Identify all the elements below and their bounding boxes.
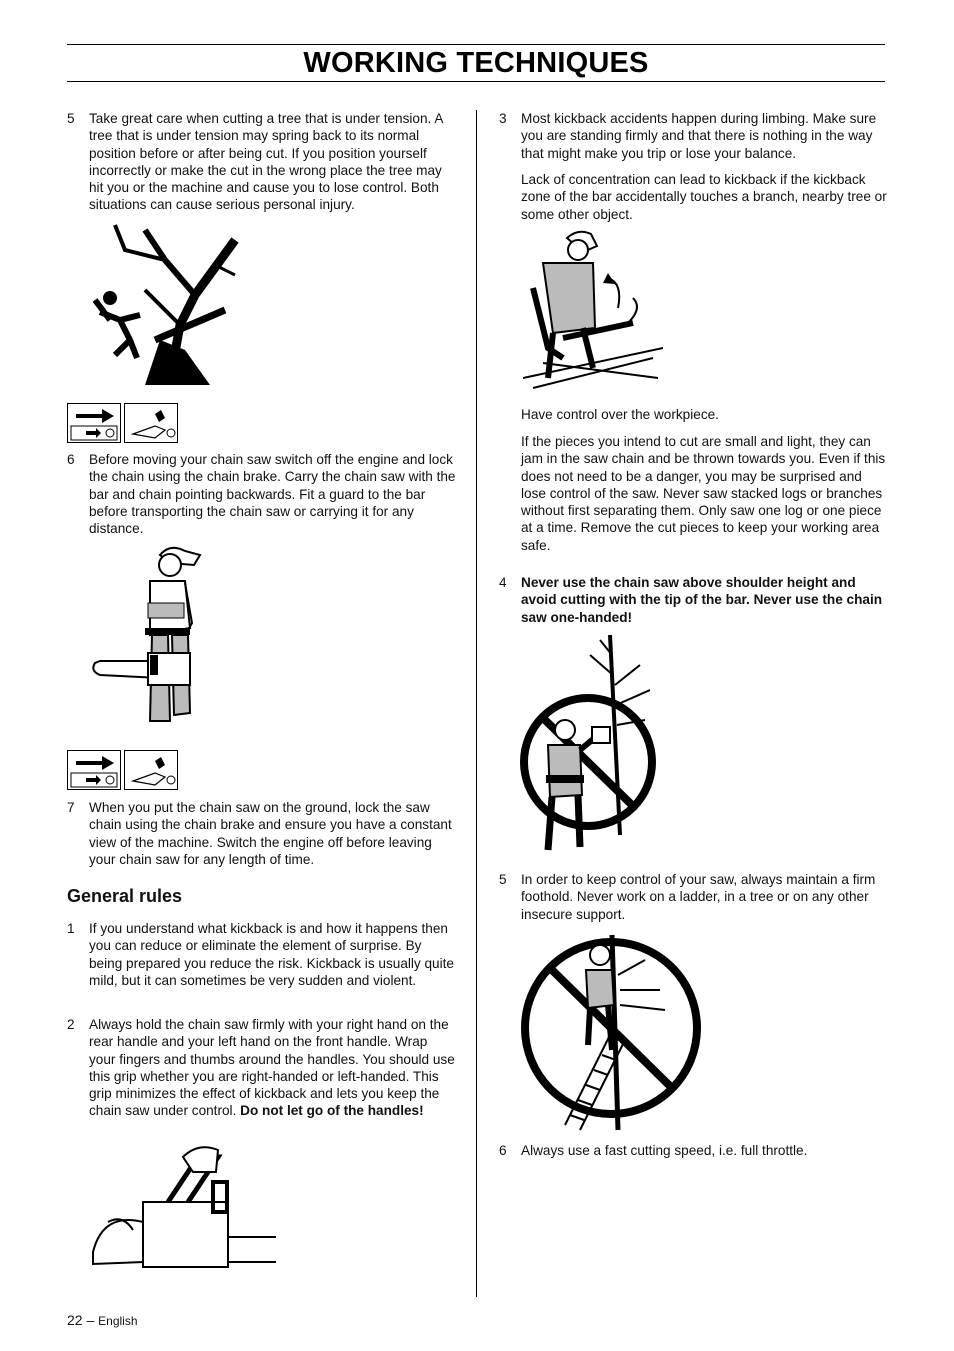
page-header (67, 44, 885, 82)
ladder-prohibited-illustration (520, 930, 705, 1135)
section-heading: General rules (67, 886, 183, 906)
instruction-item-5 (67, 110, 457, 214)
item-number: 4 (499, 575, 507, 590)
page-number: 22 (67, 1312, 83, 1328)
item-text: If you understand what kickback is and how it happens then you can reduce or eliminate the element of surprise. By being prepared you reduce the risk. Kickback is usually quite mild, but it can sometimes be very sudden and violent. (89, 921, 454, 988)
transport-arrow-icon (67, 403, 121, 443)
page-footer (67, 1312, 138, 1328)
general-rule-item-2 (67, 1016, 457, 1120)
instruction-item-7 (67, 799, 457, 868)
item-number: 7 (67, 800, 75, 815)
item-text: Most kickback accidents happen during limbing. Make sure you are standing firmly and that there is nothing in the way that might make you trip or lose your balance. (521, 111, 877, 161)
item-text (521, 574, 889, 626)
item-number: 6 (499, 1143, 507, 1158)
carrying-chainsaw-illustration (90, 543, 210, 733)
item-text-bold: Never use the chain saw above shoulder height and avoid cutting with the tip of the bar. Never use the chain saw one-handed! (521, 575, 883, 625)
item-text-bold: Do not let go of the handles! (240, 1103, 424, 1119)
instruction-item-6 (499, 1142, 889, 1159)
footer-language: English (98, 1314, 138, 1328)
item-text: Take great care when cutting a tree that is under tension. A tree that is under tension may spring back to its normal position before or after being cut. If you position yourself incorrectly or make the cut in the wrong place the tree may hit you or the machine and cause you to lose control. Both situations can cause serious personal injury. (89, 111, 443, 213)
general-rule-item-1 (67, 920, 457, 989)
chain-brake-icon (124, 403, 178, 443)
item-number: 2 (67, 1017, 75, 1032)
item-text: When you put the chain saw on the ground, lock the saw chain using the chain brake and ensure you have a constant view of the machine. Switch the engine off before leaving your chain saw for any length of time. (89, 800, 452, 867)
instruction-item-6 (67, 451, 457, 537)
item-text: Before moving your chain saw switch off the engine and lock the chain using the chain brake. Carry the chain saw with the bar and chain pointing backwards. Fit a guard to the bar before transporting the chain saw or carrying it for any distance. (89, 452, 456, 537)
instruction-item-5 (499, 871, 889, 923)
tree-tension-illustration (85, 220, 245, 385)
item-number: 5 (499, 872, 507, 887)
chain-brake-icon (124, 750, 178, 790)
item-number: 1 (67, 921, 75, 936)
page-title: WORKING TECHNIQUES (303, 47, 649, 79)
limbing-kickback-illustration (523, 228, 663, 398)
instruction-item-4 (499, 574, 889, 626)
instruction-item-3 (499, 110, 889, 162)
transport-arrow-icon (67, 750, 121, 790)
kickback-paragraph: Lack of concentration can lead to kickback if the kickback zone of the bar accidentally touches a branch, nearby tree or some other object. (521, 172, 887, 222)
small-pieces-paragraph: If the pieces you intend to cut are small and light, they can jam in the saw chain and be thrown towards you. Even if this does not need to be a danger, you may be surprised and lose control of the saw. Never saw stacked logs or branches without first separating them. Only saw one log or one piece at a time. Remove the cut pieces to keep your working area safe. (521, 434, 886, 553)
grip-handles-illustration (88, 1142, 278, 1272)
column-divider (476, 110, 477, 1297)
item-text-regular: Always hold the chain saw firmly with your right hand on the rear handle and your left hand on the front handle. Wrap your fingers and thumbs around the handles. You should use this grip whether you are right-handed or left-handed. This grip minimizes the effect of kickback and lets you keep the chain saw under control. (89, 1017, 455, 1119)
item-number: 5 (67, 111, 75, 126)
item-number: 3 (499, 111, 507, 126)
footer-separator: – (82, 1312, 99, 1328)
item-text: In order to keep control of your saw, always maintain a firm foothold. Never work on a ladder, in a tree or on any other insecure support. (521, 872, 876, 922)
workpiece-paragraph: Have control over the workpiece. (521, 407, 719, 422)
item-text (89, 1016, 457, 1120)
item-text: Always use a fast cutting speed, i.e. full throttle. (521, 1143, 808, 1158)
above-shoulder-prohibited-illustration (520, 635, 665, 860)
item-number: 6 (67, 452, 75, 467)
